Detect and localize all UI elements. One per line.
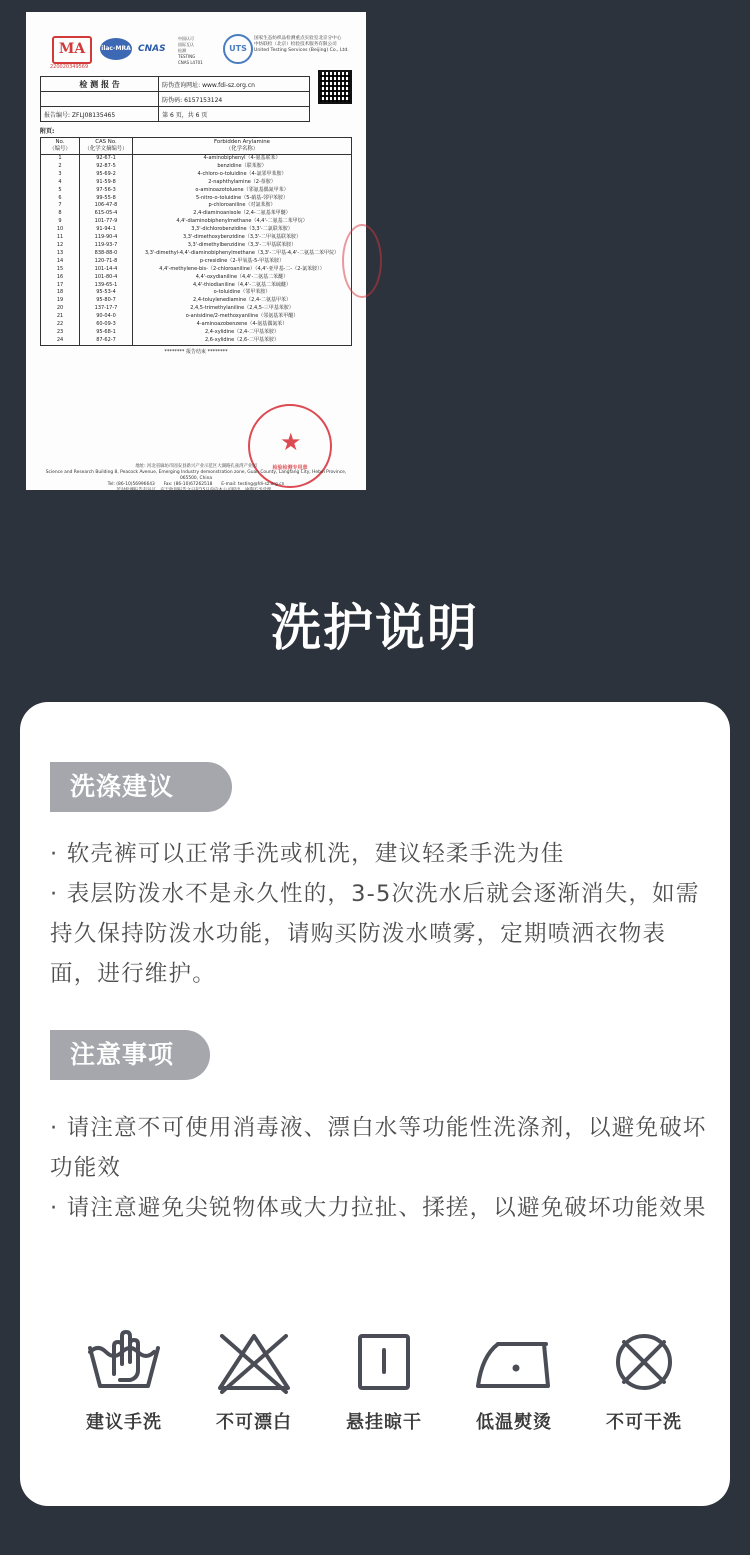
cell-no: 15 [41, 266, 80, 274]
cell-no: 13 [41, 250, 80, 258]
table-row [41, 250, 352, 258]
table-row [41, 258, 352, 266]
cell-no: 11 [41, 234, 80, 242]
care-label: 不可干洗 [606, 1412, 682, 1433]
table-row [41, 155, 352, 163]
care-label: 不可漂白 [216, 1412, 292, 1433]
cell-no: 12 [41, 242, 80, 250]
footer-line: 若对检测报告有异议，应于收到报告之日起15日内向本公司提出，逾期不予受理。 [116, 488, 276, 493]
cell-cas: 119-90-4 [80, 234, 133, 242]
wash-line: · 表层防泼水不是永久性的，3-5次洗水后就会逐渐消失，如需持久保持防泼水功能，请购买防泼水喷雾，定期喷洒衣物表面，进行维护。 [50, 881, 700, 987]
cell-name: 3,3'-dichlorobenzidine（3,3'-二氯联苯胺） [191, 226, 293, 233]
no-dry-clean-icon [604, 1330, 684, 1394]
care-item-hand-wash [64, 1330, 184, 1434]
partial-stamp [342, 224, 382, 298]
cell-name: 5-nitro-o-toluidine（5-硝基-邻甲苯胺） [195, 194, 289, 201]
cell-no: 8 [41, 210, 80, 218]
cell-cas: 95-80-7 [80, 297, 133, 305]
hand-wash-icon [84, 1330, 164, 1394]
cell-cas: 101-77-9 [80, 218, 133, 226]
stamp-text: 检验检测专用章 [272, 465, 308, 471]
care-label: 建议手洗 [86, 1412, 162, 1433]
table-row [41, 179, 352, 187]
cell-name: 4,4'-diaminobiphenylmethane（4,4'-二氨基二苯甲烷） [176, 218, 308, 225]
cell-name: p-cresidine（2-甲氧基-5-甲基苯胺） [199, 257, 285, 264]
table-row [41, 321, 352, 329]
notice-line: · 请注意避免尖锐物体或大力拉扯、揉搓，以避免破坏功能效果 [50, 1195, 707, 1221]
care-label: 低温熨烫 [476, 1412, 552, 1433]
cell-name: 3,3'-dimethyl-4,4'-diaminobiphenylmethane（3,3'-二甲基-4,4'-二氨基二苯甲烷） [144, 249, 340, 256]
wash-advice-text [50, 834, 710, 994]
testing-accreditation-text: 中国认可 国际互认 检测 TESTING CNAS L4701 [178, 36, 203, 65]
cell-cas: 97-56-3 [80, 187, 133, 195]
cell-cas: 137-17-7 [80, 305, 133, 313]
cell-name: 2-naphthylamine（2-萘胺） [208, 178, 276, 185]
cell-cas: 92-87-5 [80, 163, 133, 171]
table-row [41, 282, 352, 290]
table-row [41, 274, 352, 282]
cell-no: 23 [41, 329, 80, 337]
table-row [41, 329, 352, 337]
cell-cas: 95-53-4 [80, 289, 133, 297]
cma-logo: MA [52, 36, 92, 64]
cell-cas: 119-93-7 [80, 242, 133, 250]
cell-name: 4,4'-thiodianiline（4,4'-二氨基二苯硫醚） [192, 281, 292, 288]
cell-name: 4-aminoazobenzene（4-氨基偶氮苯） [196, 321, 288, 328]
uts-logo: UTS [223, 34, 253, 64]
care-card [20, 702, 730, 1506]
low-iron-icon [474, 1330, 554, 1394]
cell-cas: 106-47-8 [80, 202, 133, 210]
table-row [41, 218, 352, 226]
care-item-no-dry-clean [584, 1330, 704, 1434]
cell-name: 2,6-xylidine（2,6-二甲基苯胺） [204, 336, 280, 343]
care-icons-row [64, 1330, 704, 1450]
cell-no: 9 [41, 218, 80, 226]
report-footer [40, 464, 352, 494]
cell-name: 2,4,5-trimethylaniline（2,4,5-三甲基苯胺） [190, 305, 294, 312]
test-report-image [26, 12, 366, 493]
section-title: 洗护说明 [271, 599, 479, 657]
appendix-label: 附页: [40, 128, 55, 135]
cell-no: 24 [41, 337, 80, 345]
qr-code [318, 70, 352, 104]
table-row [41, 337, 352, 345]
table-row [41, 163, 352, 171]
page-number: 第 6 页，共 6 页 [159, 107, 310, 122]
no-bleach-icon [214, 1330, 294, 1394]
wash-line: · 软壳裤可以正常手洗或机洗，建议轻柔手洗为佳 [50, 841, 565, 867]
cell-no: 16 [41, 274, 80, 282]
cell-cas: 101-80-4 [80, 274, 133, 282]
cell-no: 10 [41, 226, 80, 234]
col-no-header: No. （编号） [41, 138, 80, 155]
notice-line: · 请注意不可使用消毒液、漂白水等功能性洗涤剂，以避免破坏功能效 [50, 1115, 707, 1181]
cell-cas: 87-62-7 [80, 337, 133, 345]
query-url: 防伪查询网址: www.fdi-sz.org.cn [159, 77, 310, 92]
table-row [41, 171, 352, 179]
cell-name: o-anisidine/2-methoxyaniline（邻氨基苯甲醚） [185, 313, 299, 320]
col-name-header: Forbidden Arylamine （化学名称） [133, 138, 352, 155]
cell-no: 4 [41, 179, 80, 187]
star-icon: ★ [280, 428, 302, 456]
cell-name: 2,4-xylidine（2,4-二甲基苯胺） [204, 328, 280, 335]
cell-cas: 139-65-1 [80, 282, 133, 290]
care-item-hang-dry [324, 1330, 444, 1434]
cell-cas: 92-67-1 [80, 155, 133, 163]
cell-name: 2,4-toluylenediamine（2,4-二氨基甲苯） [193, 297, 291, 304]
cell-no: 6 [41, 195, 80, 203]
cell-name: p-chloroaniline（对氯苯胺） [208, 202, 276, 209]
cell-name: 4,4'-methylene-bis-（2-chloroaniline）（4,4'-亚甲基-二-（2-氯苯胺）） [159, 265, 325, 272]
table-row [41, 226, 352, 234]
report-end-note: ******** 报告结束 ******** [164, 348, 228, 355]
cell-name: o-aminoazotoluene（邻氨基偶氮甲苯） [195, 186, 289, 193]
care-item-low-iron [454, 1330, 574, 1434]
cell-no: 14 [41, 258, 80, 266]
cell-no: 5 [41, 187, 80, 195]
anti-fake-code: 防伪码: 6157153124 [159, 92, 310, 107]
notice-text [50, 1108, 710, 1228]
cell-cas: 99-55-8 [80, 195, 133, 203]
cell-no: 17 [41, 282, 80, 290]
report-number: 报告编号: ZFLJ08135465 [41, 107, 159, 122]
footer-line: 地址: 河北省廊坊市固安县新兴产业示范区大湖路孔雀湾产业园 [135, 464, 257, 469]
hang-dry-icon [344, 1330, 424, 1394]
cell-cas: 838-88-0 [80, 250, 133, 258]
cell-no: 7 [41, 202, 80, 210]
cell-cas: 90-04-0 [80, 313, 133, 321]
wash-advice-tag: 洗涤建议 [50, 762, 232, 812]
cell-cas: 120-71-8 [80, 258, 133, 266]
col-cas-header: CAS No. （化学文摘编号） [80, 138, 133, 155]
cell-name: 4-aminobiphenyl（4-氨基联苯） [203, 155, 281, 161]
cell-no: 22 [41, 321, 80, 329]
cell-cas: 91-59-8 [80, 179, 133, 187]
cell-no: 21 [41, 313, 80, 321]
cell-no: 20 [41, 305, 80, 313]
cnas-logo: CNAS [138, 44, 166, 54]
table-row [41, 313, 352, 321]
cell-cas: 91-94-1 [80, 226, 133, 234]
cell-no: 19 [41, 297, 80, 305]
cell-no: 2 [41, 163, 80, 171]
lab-name-text: 国家生态纺织品检测重点实验室北京分中心 中纺联检（北京）检验技术服务有限公司 United Testing Services (Beijing) Co., Ltd. [254, 36, 349, 53]
cell-no: 3 [41, 171, 80, 179]
cell-name: benzidine（联苯胺） [217, 162, 267, 169]
notice-tag: 注意事项 [50, 1030, 210, 1080]
table-row [41, 305, 352, 313]
footer-line: Tel: (86-10)56996643 Fax: (86-10)67262518 E-mail: testing@fdi-sz.org.cn [107, 482, 285, 487]
table-row [41, 195, 352, 203]
report-logos [40, 26, 352, 76]
cell-cas: 60-09-3 [80, 321, 133, 329]
cell-name: o-toluidine（邻甲苯胺） [213, 289, 271, 296]
cell-name: 2,4-diaminoanisole（2,4-二氨基苯甲醚） [193, 210, 291, 217]
table-row [41, 234, 352, 242]
table-row [41, 187, 352, 195]
care-item-no-bleach [194, 1330, 314, 1434]
cell-name: 4-chloro-o-toluidine（4-氯邻甲苯胺） [197, 170, 287, 177]
table-row [41, 266, 352, 274]
care-label: 悬挂晾干 [346, 1412, 422, 1433]
cell-cas: 101-14-4 [80, 266, 133, 274]
cell-cas: 95-69-2 [80, 171, 133, 179]
report-header-table [40, 76, 310, 122]
report-title: 检 测 报 告 [41, 77, 159, 92]
cell-name: 4,4'-oxydianiline（4,4'-二氨基二苯醚） [195, 273, 289, 280]
arylamine-rows [41, 155, 352, 346]
cell-cas: 95-68-1 [80, 329, 133, 337]
cell-cas: 615-05-4 [80, 210, 133, 218]
table-row [41, 242, 352, 250]
ilac-mra-logo: ilac-MRA [100, 38, 132, 60]
cell-name: 3,3'-dimethylbenzidine（3,3'-二甲基联苯胺） [187, 241, 297, 248]
cell-no: 1 [41, 155, 80, 163]
cell-name: 3,3'-dimethoxybenzidine（3,3'-二甲氧基联苯胺） [183, 234, 301, 241]
cma-number: 220020349569 [50, 64, 89, 70]
footer-line: Science and Research Building 8, Peacock Avenue, Emerging Industry demonstration zone, Guan County, Langfang City, Hebei Province, 065500, China [45, 470, 347, 481]
cell-no: 18 [41, 289, 80, 297]
arylamine-table [40, 137, 352, 346]
